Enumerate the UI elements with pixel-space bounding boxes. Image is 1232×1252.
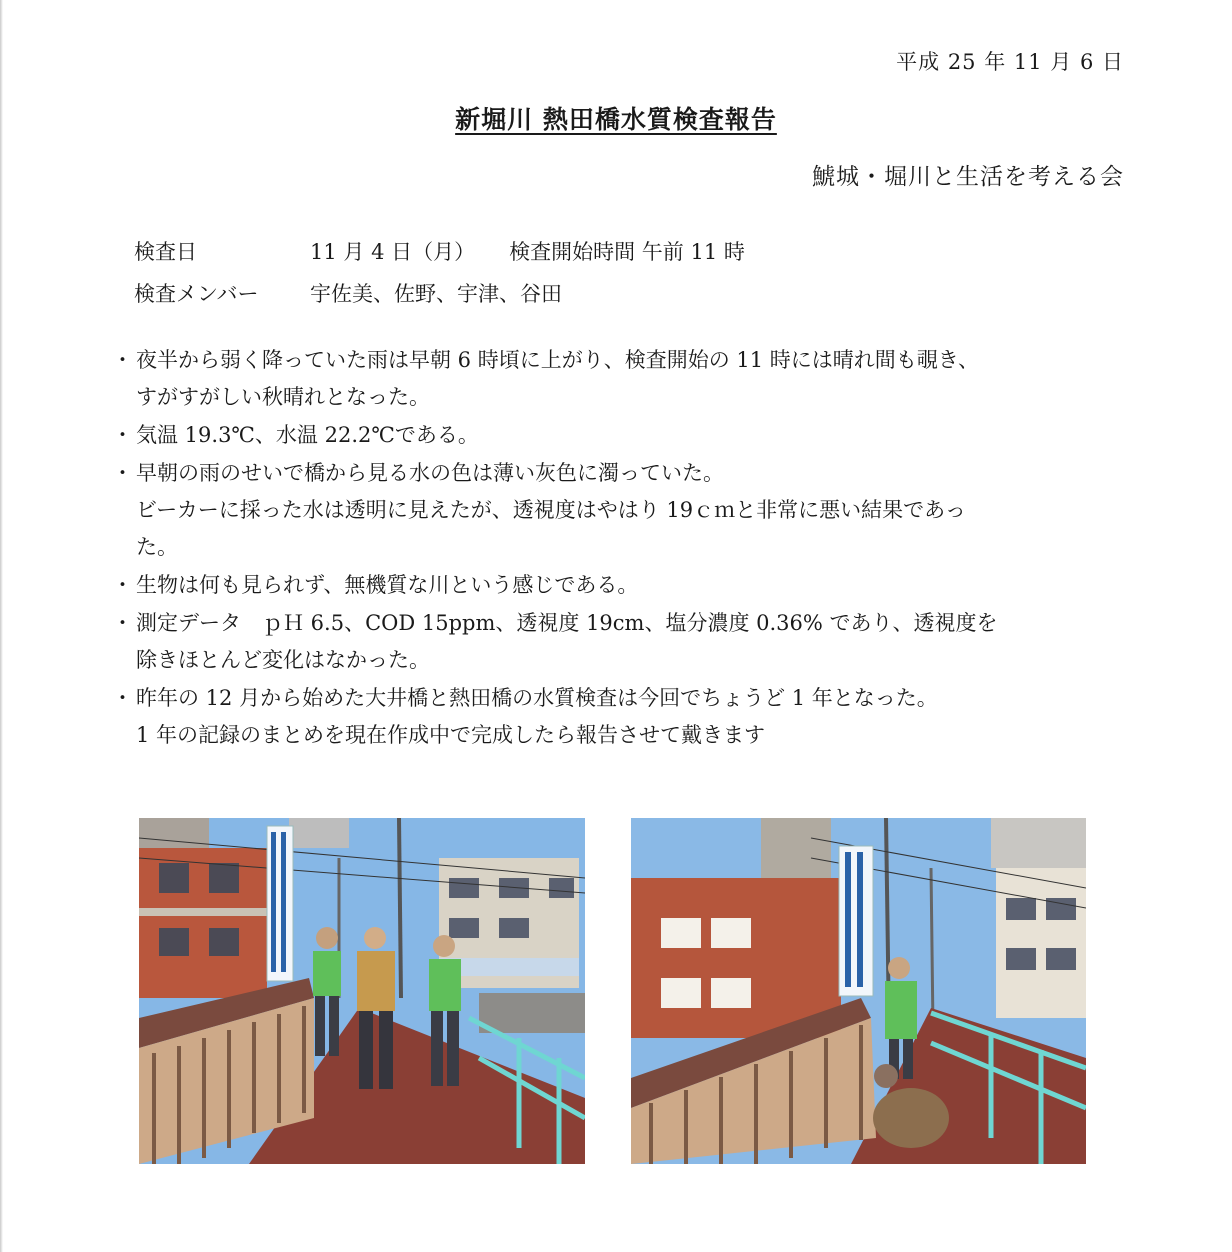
report-title <box>0 100 1232 136</box>
finding-line: 測定データ ｐＨ 6.5、COD 15ppm、透視度 19cm、塩分濃度 0.36% であり、透視度を <box>136 611 998 635</box>
finding-item <box>112 680 1132 754</box>
finding-line: 1 年の記録のまとめを現在作成中で完成したら報告させて戴きます <box>136 723 766 747</box>
finding-item <box>112 605 1132 679</box>
info-row-members <box>134 278 562 308</box>
finding-line: 夜半から弱く降っていた雨は早朝 6 時頃に上がり、検査開始の 11 時には晴れ間も覗き、 <box>136 348 979 372</box>
photo-members-on-bridge <box>139 818 585 1164</box>
page-edge <box>0 0 3 1252</box>
finding-line: 除きほとんど変化はなかった。 <box>136 648 430 672</box>
bullet-mark: ・ <box>112 348 133 372</box>
finding-line: 昨年の 12 月から始めた大井橋と熱田橋の水質検査は今回でちょうど 1 年となった。 <box>136 686 938 710</box>
bullet-mark: ・ <box>112 573 133 597</box>
report-title-text: 新堀川 熱田橋水質検査報告 <box>455 105 777 134</box>
organization-name: 鯱城・堀川と生活を考える会 <box>812 164 1124 190</box>
finding-line: 早朝の雨のせいで橋から見る水の色は薄い灰色に濁っていた。 <box>136 461 724 485</box>
bullet-mark: ・ <box>112 686 133 710</box>
finding-line: ビーカーに採った水は透明に見えたが、透視度はやはり 19ｃｍと非常に悪い結果であっ <box>136 498 966 522</box>
finding-item <box>112 417 1132 454</box>
members-label: 検査メンバー <box>134 282 259 306</box>
date-label: 検査日 <box>134 240 197 264</box>
report-date: 平成 25 年 11 月 6 日 <box>896 50 1124 74</box>
members-value: 宇佐美、佐野、宇津、谷田 <box>310 282 562 306</box>
photo-water-sampling <box>631 818 1086 1164</box>
finding-line: 生物は何も見られず、無機質な川という感じである。 <box>136 573 639 597</box>
finding-item <box>112 342 1132 416</box>
findings-list <box>112 342 1132 755</box>
bullet-mark: ・ <box>112 611 133 635</box>
bullet-mark: ・ <box>112 461 133 485</box>
date-value: 11 月 4 日（月） <box>310 240 476 264</box>
bullet-mark: ・ <box>112 423 133 447</box>
finding-line: 気温 19.3℃、水温 22.2℃である。 <box>136 423 479 447</box>
finding-item <box>112 567 1132 604</box>
start-time: 検査開始時間 午前 11 時 <box>509 240 745 264</box>
finding-line: た。 <box>136 535 178 559</box>
finding-line: すがすがしい秋晴れとなった。 <box>136 385 430 409</box>
info-row-date <box>134 236 745 266</box>
finding-item <box>112 455 1132 566</box>
